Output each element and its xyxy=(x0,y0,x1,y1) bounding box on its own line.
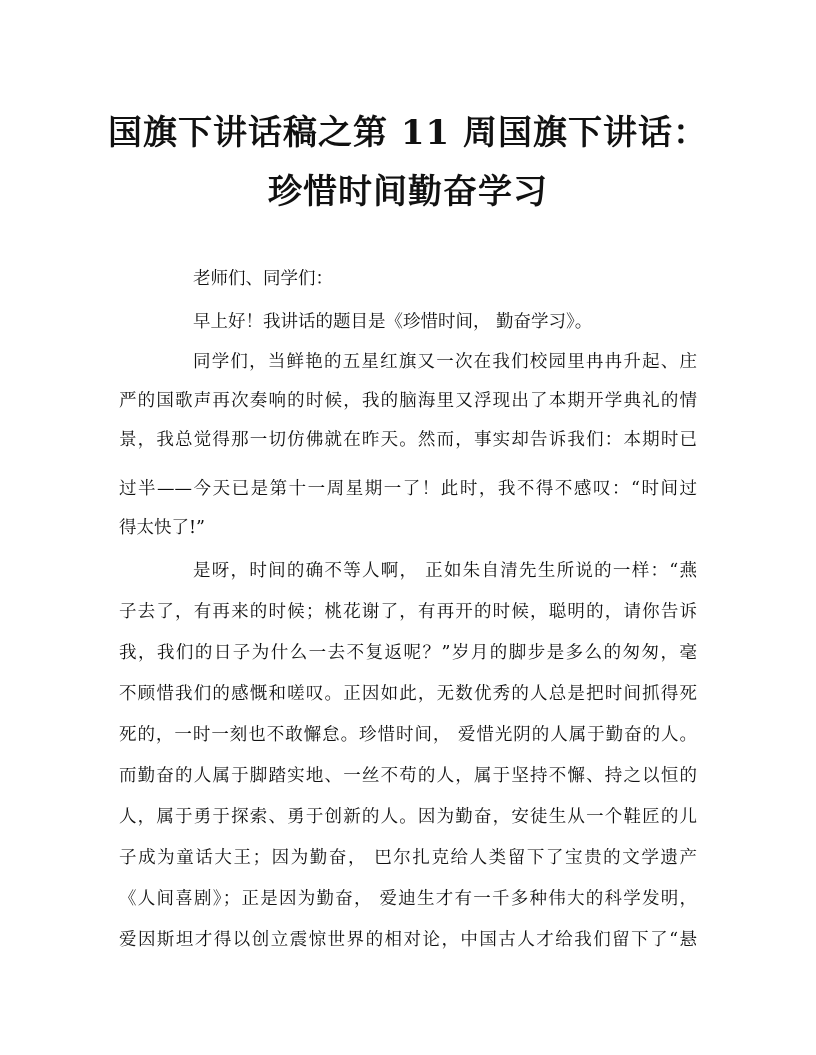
paragraph-line: 子成为童话大王；因为勤奋， 巴尔扎克给人类留下了宝贵的文学遗产 xyxy=(119,848,697,868)
paragraph-line: 子去了，有再来的时候；桃花谢了，有再开的时候，聪明的，请你告诉 xyxy=(119,602,697,622)
paragraph-line: 爱因斯坦才得以创立震惊世界的相对论，中国古人才给我们留下了“悬 xyxy=(119,930,697,950)
paragraph-line: 死的，一时一刻也不敢懈怠。珍惜时间， 爱惜光阴的人属于勤奋的人。 xyxy=(119,725,697,745)
paragraph-line: 得太快了!” xyxy=(119,518,205,538)
paragraph-line: 严的国歌声再次奏响的时候，我的脑海里又浮现出了本期开学典礼的情 xyxy=(119,391,697,411)
paragraph-line: 景，我总觉得那一切仿佛就在昨天。然而，事实却告诉我们：本期时已 xyxy=(119,430,697,450)
topic-line: 早上好！我讲话的题目是《珍惜时间， 勤奋学习》。 xyxy=(193,312,593,332)
paragraph-line: 人，属于勇于探索、勇于创新的人。因为勤奋，安徒生从一个鞋匠的儿 xyxy=(119,807,697,827)
paragraph-line: 不顾惜我们的感慨和嗟叹。正因如此，无数优秀的人总是把时间抓得死 xyxy=(119,684,697,704)
document-title-line-2: 珍惜时间勤奋学习 xyxy=(268,172,548,212)
paragraph-line: 同学们，当鲜艳的五星红旗又一次在我们校园里冉冉升起、庄 xyxy=(193,352,697,372)
paragraph-line: 过半——今天已是第十一周星期一了！此时，我不得不感叹：“时间过 xyxy=(119,479,697,499)
greeting-line: 老师们、同学们： xyxy=(193,269,333,289)
paragraph-line: 是呀，时间的确不等人啊， 正如朱自清先生所说的一样：“燕 xyxy=(193,561,697,581)
paragraph-line: 我，我们的日子为什么一去不复返呢？”岁月的脚步是多么的匆匆，毫 xyxy=(119,643,697,663)
paragraph-line: 而勤奋的人属于脚踏实地、一丝不苟的人，属于坚持不懈、持之以恒的 xyxy=(119,766,697,786)
document-title-line-1: 国旗下讲话稿之第 11 周国旗下讲话： xyxy=(108,113,708,153)
paragraph-line: 《人间喜剧》；正是因为勤奋， 爱迪生才有一千多种伟大的科学发明， xyxy=(119,889,697,909)
